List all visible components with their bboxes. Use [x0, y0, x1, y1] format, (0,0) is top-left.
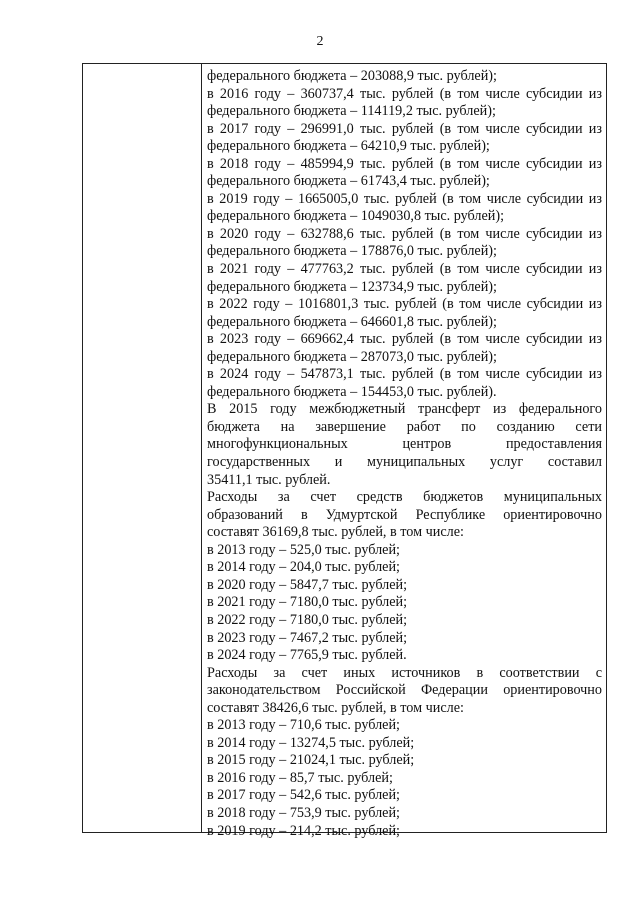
text-line: в 2018 году – 485994,9 тыс. рублей (в том числе субсидии из: [207, 155, 602, 172]
text-line: в 2014 году – 13274,5 тыс. рублей;: [207, 734, 415, 751]
text-line: образований в Удмуртской Республике ориентировочно: [207, 506, 602, 523]
text-line: федерального бюджета – 61743,4 тыс. рублей);: [207, 173, 490, 190]
text-line: 35411,1 тыс. рублей.: [207, 471, 331, 488]
text-line: в 2021 году – 477763,2 тыс. рублей (в том числе субсидии из: [207, 261, 602, 278]
text-line: в 2017 году – 296991,0 тыс. рублей (в том числе субсидии из: [207, 120, 602, 137]
text-line: в 2020 году – 5847,7 тыс. рублей;: [207, 576, 408, 593]
text-line: в 2018 году – 753,9 тыс. рублей;: [207, 804, 400, 821]
text-line: в 2016 году – 360737,4 тыс. рублей (в том числе субсидии из: [207, 85, 602, 102]
text-line: федерального бюджета – 1049030,8 тыс. рублей);: [207, 208, 505, 225]
text-line: федерального бюджета – 178876,0 тыс. рублей);: [207, 243, 497, 260]
text-line: бюджета на завершение работ по созданию сети: [207, 418, 602, 435]
text-line: федерального бюджета – 287073,0 тыс. рублей);: [207, 348, 497, 365]
text-line: в 2017 году – 542,6 тыс. рублей;: [207, 787, 400, 804]
text-line: в 2023 году – 7467,2 тыс. рублей;: [207, 629, 408, 646]
text-line: многофункциональных центров предоставления: [207, 436, 602, 453]
text-line: федерального бюджета – 203088,9 тыс. рублей);: [207, 68, 497, 84]
text-line: в 2022 году – 7180,0 тыс. рублей;: [207, 611, 408, 628]
text-line: в 2020 году – 632788,6 тыс. рублей (в том числе субсидии из: [207, 225, 602, 242]
text-line: в 2014 году – 204,0 тыс. рублей;: [207, 559, 400, 576]
text-line: в 2016 году – 85,7 тыс. рублей;: [207, 769, 393, 786]
text-line: в 2021 году – 7180,0 тыс. рублей;: [207, 594, 408, 611]
column-divider: [201, 64, 202, 832]
text-line: в 2015 году – 21024,1 тыс. рублей;: [207, 752, 415, 769]
text-line: Расходы за счет средств бюджетов муниципальных: [207, 489, 602, 506]
text-line: в 2013 году – 710,6 тыс. рублей;: [207, 717, 400, 734]
text-line: Расходы за счет иных источников в соответствии с: [207, 664, 602, 681]
text-line: в 2013 году – 525,0 тыс. рублей;: [207, 541, 400, 558]
text-line: федерального бюджета – 646601,8 тыс. рублей);: [207, 313, 497, 330]
text-line: федерального бюджета – 154453,0 тыс. рублей).: [207, 383, 497, 400]
text-line: В 2015 году межбюджетный трансферт из федерального: [207, 401, 602, 418]
text-line: составят 36169,8 тыс. рублей, в том числе:: [207, 524, 464, 541]
table-left-cell: [83, 64, 201, 832]
text-line: в 2024 году – 7765,9 тыс. рублей.: [207, 647, 407, 664]
text-line: федерального бюджета – 64210,9 тыс. рублей);: [207, 138, 490, 155]
text-line: в 2023 году – 669662,4 тыс. рублей (в том числе субсидии из: [207, 331, 602, 348]
text-line: законодательством Российской Федерации ориентировочно: [207, 682, 602, 699]
continuation-table: [82, 63, 607, 839]
text-line: составят 38426,6 тыс. рублей, в том числе:: [207, 699, 464, 716]
text-line: в 2024 году – 547873,1 тыс. рублей (в том числе субсидии из: [207, 366, 602, 383]
text-line: федерального бюджета – 123734,9 тыс. рублей);: [207, 278, 497, 295]
text-line: в 2022 году – 1016801,3 тыс. рублей (в том числе субсидии из: [207, 296, 602, 313]
page-number: 2: [316, 34, 324, 49]
table-right-cell: [207, 68, 602, 840]
text-line: федерального бюджета – 114119,2 тыс. рублей);: [207, 103, 496, 120]
text-line: государственных и муниципальных услуг составил: [207, 454, 602, 471]
text-line: в 2019 году – 214,2 тыс. рублей;: [207, 822, 400, 839]
text-line: в 2019 году – 1665005,0 тыс. рублей (в том числе субсидии из: [207, 190, 602, 207]
